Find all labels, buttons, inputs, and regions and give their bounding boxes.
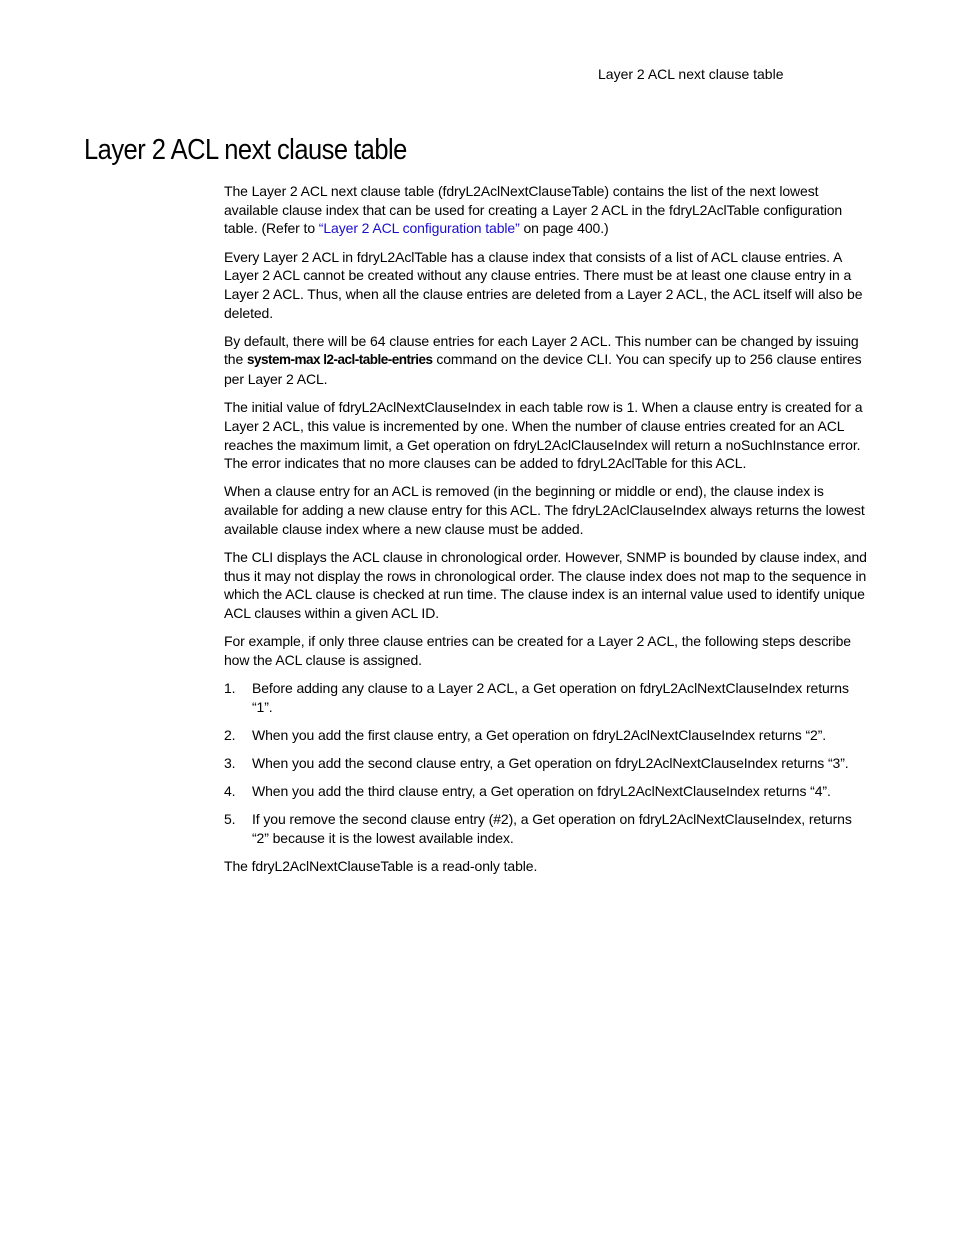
body-text: [224, 182, 872, 885]
intro-text-end: on page 400.): [519, 220, 609, 237]
list-item: [224, 782, 872, 801]
list-item: [224, 726, 872, 745]
list-item: [224, 679, 872, 716]
step-text: Before adding any clause to a Layer 2 ACL, a Get operation on fdryL2AclNextClauseIndex returns “1”.: [252, 679, 849, 715]
paragraph-intro: [224, 182, 872, 238]
paragraph-removal: When a clause entry for an ACL is removed (in the beginning or middle or end), the clause index is available for adding a new clause entry for this ACL. The fdryL2AclClauseIndex always returns the lowest available clause index where a new clause must be added.: [224, 483, 865, 537]
list-item: [224, 754, 872, 773]
step-number: 4.: [224, 782, 236, 799]
cross-reference-link[interactable]: “Layer 2 ACL configuration table”: [318, 220, 520, 237]
default-entries-text: By default, there will be 64 clause entries for each Layer 2 ACL. This number can be changed by issuing the: [224, 332, 859, 368]
step-number: 1.: [224, 679, 236, 696]
steps-list: [224, 679, 872, 847]
step-text: When you add the third clause entry, a Get operation on fdryL2AclNextClauseIndex returns “4”.: [252, 782, 831, 799]
list-item: [224, 810, 872, 847]
step-text: When you add the first clause entry, a Get operation on fdryL2AclNextClauseIndex returns “2”.: [252, 726, 827, 743]
step-number: 2.: [224, 726, 236, 743]
paragraph-clause-index: Every Layer 2 ACL in fdryL2AclTable has a clause index that consists of a list of ACL clause entries. A Layer 2 ACL cannot be created without any clause entries. There must be at least one clause entry in a Layer 2 ACL. Thus, when all the clause entries are deleted from a Layer 2 ACL, the ACL itself will also be deleted.: [224, 248, 863, 321]
intro-text: The Layer 2 ACL next clause table (fdryL2AclNextClauseTable) contains the list of the next lowest available clause index that can be used for creating a Layer 2 ACL in the fdryL2AclTable configuration table. (Refer to: [224, 183, 843, 237]
default-entries-text-end: command on the device CLI. You can specify up to 256 clause entires per Layer 2 ACL.: [224, 351, 862, 388]
paragraph-read-only: The fdryL2AclNextClauseTable is a read-only table.: [224, 857, 538, 874]
page-title: Layer 2 ACL next clause table: [84, 134, 407, 166]
step-text: When you add the second clause entry, a Get operation on fdryL2AclNextClauseIndex returns “3”.: [252, 754, 849, 771]
step-number: 3.: [224, 754, 236, 771]
step-text: If you remove the second clause entry (#2), a Get operation on fdryL2AclNextClauseIndex, returns “2” because it is the lowest available index.: [252, 810, 852, 846]
paragraph-cli-order: The CLI displays the ACL clause in chronological order. However, SNMP is bounded by clause index, and thus it may not display the rows in chronological order. The clause index does not map to the sequence in which the ACL clause is checked at run time. The clause index is an internal value used to identify unique ACL clauses within a given ACL ID.: [224, 548, 867, 622]
step-number: 5.: [224, 810, 236, 827]
cli-command: system-max l2-acl-table-entries: [246, 352, 433, 368]
paragraph-example: For example, if only three clause entries can be created for a Layer 2 ACL, the following steps describe how the ACL clause is assigned.: [224, 633, 851, 668]
paragraph-default-entries: [224, 332, 872, 389]
paragraph-initial-value: The initial value of fdryL2AclNextClauseIndex in each table row is 1. When a clause entry is created for a Layer 2 ACL, this value is incremented by one. When the number of clause entries created for an ACL reaches the maximum limit, a Get operation on fdryL2AclClauseIndex will return a noSuchInstance error. The error indicates that no more clauses can be added to fdryL2AclTable for this ACL.: [224, 399, 863, 472]
running-header: Layer 2 ACL next clause table: [598, 66, 784, 82]
